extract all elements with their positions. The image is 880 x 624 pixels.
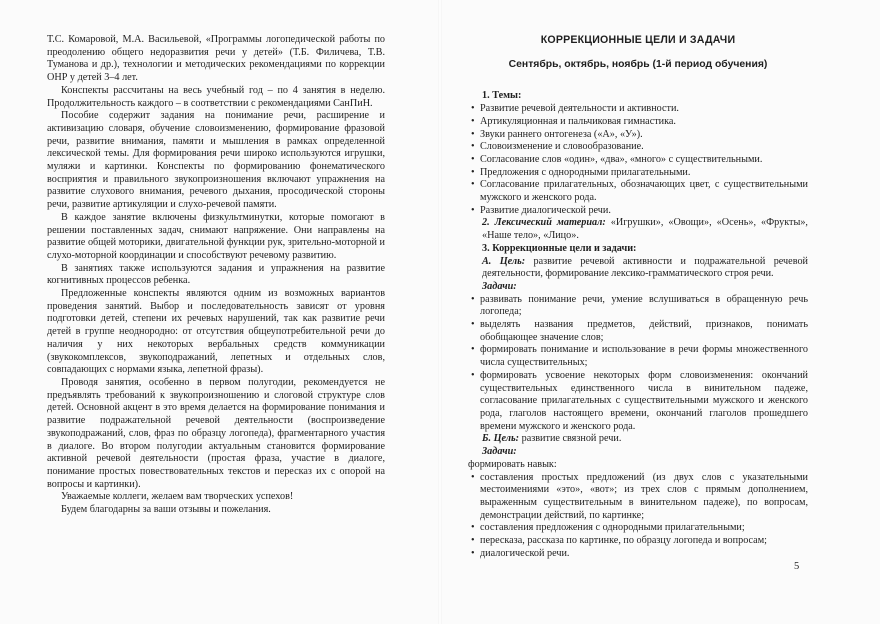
list-item: • формировать понимание и использование в речи формы множественного числа существительных; bbox=[471, 344, 808, 369]
paragraph: Т.С. Комаровой, М.А. Васильевой, «Программы логопедической работы по преодолению общего недоразвития речи у детей» (Т.Б. Филичева, Т.В. Туманова и др.), технологии и методических рекомендациями по коррекции ОНР у детей 3–4 лет. bbox=[47, 34, 385, 84]
goals-heading: 3. Коррекционные цели и задачи: bbox=[482, 242, 637, 254]
themes-list bbox=[468, 103, 808, 217]
page-subtitle: Сентябрь, октябрь, ноябрь (1-й период обучения) bbox=[508, 58, 768, 70]
list-item: • формировать усвоение некоторых форм словоизменения: окончаний существительных единственного числа в винительном падеже, согласование прилагательных с существительными мужского и женского рода, глаголов настоящего времени, окончаний глаголов прошедшего времени мужского и женского рода. bbox=[471, 369, 808, 432]
bullet-icon: • bbox=[471, 179, 475, 191]
list-item: • Артикуляционная и пальчиковая гимнастика. bbox=[471, 115, 676, 127]
paragraph: Будем благодарны за ваши отзывы и пожелания. bbox=[61, 504, 271, 516]
tasks-b-label: Задачи: bbox=[482, 446, 517, 458]
lexical-material bbox=[482, 217, 808, 242]
page-number: 5 bbox=[794, 561, 800, 572]
list-item: • составления предложения с однородными прилагательными; bbox=[471, 522, 745, 534]
bullet-icon: • bbox=[471, 115, 475, 127]
goal-a-text: развитие речевой активности и подражательной речевой деятельности, формирование лексико-грамматического строя речи. bbox=[482, 255, 808, 280]
list-item: • пересказа, рассказа по картинке, по образцу логопеда и вопросам; bbox=[471, 535, 767, 547]
list-item: • выделять названия предметов, действий, признаков, понимать обобщающее значение слов; bbox=[471, 319, 808, 343]
list-item: • развивать понимание речи, умение вслушиваться в обращенную речь логопеда; bbox=[471, 293, 808, 318]
goal-b bbox=[482, 433, 808, 446]
right-text-column bbox=[468, 34, 808, 560]
list-item: • Согласование прилагательных, обозначающих цвет, с существительными мужского и женского рода. bbox=[471, 179, 808, 204]
bullet-icon: • bbox=[471, 522, 475, 534]
paragraph: Уважаемые коллеги, желаем вам творческих успехов! bbox=[61, 491, 294, 503]
right-page bbox=[440, 0, 880, 624]
goal-b-label: Б. Цель: bbox=[482, 433, 520, 445]
list-item: • Звуки раннего онтогенеза («А», «У»). bbox=[471, 128, 643, 140]
bullet-icon: • bbox=[471, 344, 475, 356]
list-item: • Развитие речевой деятельности и активности. bbox=[471, 103, 679, 115]
goal-a bbox=[482, 256, 808, 281]
bullet-icon: • bbox=[471, 369, 475, 381]
list-item: • составления простых предложений (из двух слов с указательными местоимениями «это», «вот»; из трех слов с прямым дополнением, выраженным существительным в винительном падеже), по вопросам, демонстрации действий, по картинке; bbox=[471, 471, 808, 521]
tasks-a-label: Задачи: bbox=[482, 280, 517, 292]
paragraph: Пособие содержит задания на понимание речи, расширение и активизацию словаря, обучение словоизменению, формирование фразовой речи, развитие внимания, памяти и мышления в рамках определенной лексической темы. Для формирования речи широко используются игрушки, муляжи и картинки. Конспекты по формированию фонематического восприятия и правильного звукопроизношения включают упражнения на развитие слухового внимания, речевого дыхания, просодической стороны речи, развитие артикуляции и слухо-речевой памяти. bbox=[47, 110, 385, 211]
list-item: • Предложения с однородными прилагательными. bbox=[471, 166, 691, 178]
bullet-icon: • bbox=[471, 535, 475, 547]
paragraph: В каждое занятие включены физкультминутки, которые помогают в решении поставленных задач, снимают напряжение. Они направлены на развитие общей моторики, двигательной функции рук, зрительно-моторной и слухо-моторной координации и способствуют речевому развитию. bbox=[47, 211, 385, 261]
page-title: КОРРЕКЦИОННЫЕ ЦЕЛИ И ЗАДАЧИ bbox=[540, 34, 736, 46]
bullet-icon: • bbox=[471, 204, 475, 216]
paragraph: Проводя занятия, особенно в первом полугодии, рекомендуется не предъявлять требований к звукопроизношению и слоговой структуре слов детей. Основной акцент в это время делается на формирование понимания и развитие подражательной речевой деятельности (воспроизведение звукоподражаний, слов, фраз по образцу логопеда), фрагментарного участия в диалоге. Во втором полугодии актуальным становится формирование активной речевой деятельности (простая фраза, участие в диалоге, понимание простых повествовательных текстов и пересказ их с опорой на вопросы и картинки). bbox=[47, 376, 385, 490]
paragraph: Конспекты рассчитаны на весь учебный год – по 4 занятия в неделю. Продолжительность каждого – в соответствии с рекомендациями СанПиН. bbox=[47, 84, 385, 109]
tasks-b-intro: формировать навык: bbox=[468, 458, 557, 470]
bullet-icon: • bbox=[471, 319, 475, 331]
themes-heading: 1. Темы: bbox=[482, 90, 522, 102]
paragraph: В занятиях также используются задания и упражнения на развитие когнитивных процессов ребенка. bbox=[47, 262, 385, 287]
list-item: • Согласование слов «один», «два», «много» с существительными. bbox=[471, 153, 763, 165]
bullet-icon: • bbox=[471, 128, 475, 140]
list-item: • диалогической речи. bbox=[471, 547, 570, 559]
bullet-icon: • bbox=[471, 293, 475, 305]
bullet-icon: • bbox=[471, 141, 475, 153]
goal-b-text: развитие связной речи. bbox=[519, 433, 622, 445]
bullet-icon: • bbox=[471, 153, 475, 165]
list-item: • Развитие диалогической речи. bbox=[471, 204, 611, 216]
bullet-icon: • bbox=[471, 471, 475, 483]
paragraph: Предложенные конспекты являются одним из возможных вариантов проведения занятий. Выбор и последовательность зависят от уровня подготовки детей, степени их речевых нарушений, так как развитие речи детей в группе неоднородно: от отсутствия общеупотребительной речи до наличия у них некоторых вербальных средств коммуникации (звукокомплексов, звукоподражаний, лепетных и отдельных слов, совпадающих с нормами языка, лепетной фразы). bbox=[47, 288, 385, 376]
lexical-text: «Игрушки», «Овощи», «Осень», «Фрукты», «Наше тело», «Лицо». bbox=[482, 217, 808, 242]
bullet-icon: • bbox=[471, 547, 475, 559]
list-item: • Словоизменение и словообразование. bbox=[471, 141, 644, 153]
bullet-icon: • bbox=[471, 166, 475, 178]
lexical-label: 2. Лексический материал: bbox=[482, 217, 606, 229]
goal-a-label: А. Цель: bbox=[482, 255, 526, 267]
tasks-a-list bbox=[468, 294, 808, 434]
left-text-column bbox=[47, 34, 385, 517]
tasks-b-list bbox=[468, 472, 808, 561]
bullet-icon: • bbox=[471, 103, 475, 115]
